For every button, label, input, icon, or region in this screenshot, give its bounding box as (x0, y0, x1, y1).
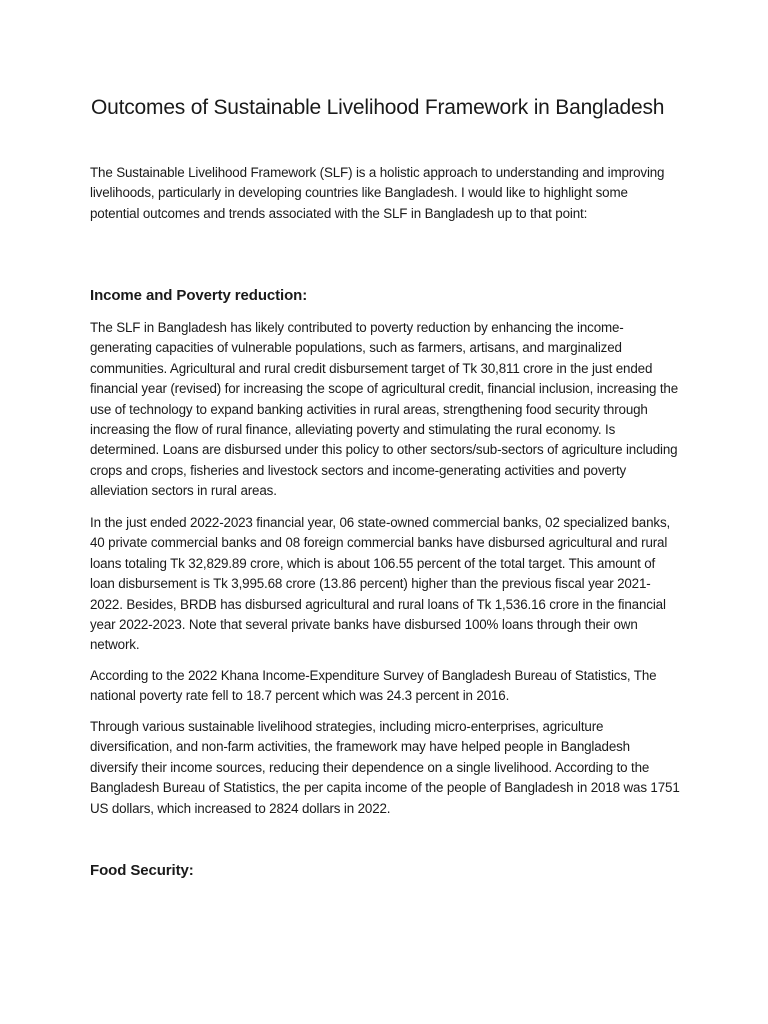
paragraph-loan-disbursement: In the just ended 2022-2023 financial year, 06 state-owned commercial banks, 02 specialized banks, 40 private commercial banks and 08 foreign commercial banks have disbursed agricultural and rural loans totaling Tk 32,829.89 crore, which is about 106.55 percent of the total target. This amount of loan disbursement is Tk 3,995.68 crore (13.86 percent) higher than the previous fiscal year 2021-2022. Besides, BRDB has disbursed agricultural and rural loans of Tk 1,536.16 crore in the financial year 2022-2023. Note that several private banks have disbursed 100% loans through their own network. (90, 515, 671, 653)
paragraph-slf-poverty-reduction: The SLF in Bangladesh has likely contributed to poverty reduction by enhancing the income-generating capacities of vulnerable populations, such as farmers, artisans, and marginalized communities. Agricultural and rural credit disbursement target of Tk 30,811 crore in the just ended financial year (revised) for increasing the scope of agricultural credit, financial inclusion, increasing the use of technology to expand banking activities in rural areas, strengthening food security through increasing the flow of rural finance, alleviating poverty and stimulating the rural economy. Is determined. Loans are disbursed under this policy to other sectors/sub-sectors of agriculture including crops and crops, fisheries and livestock sectors and income-generating activities and poverty alleviation sectors in rural areas. (90, 320, 679, 499)
paragraph-income-diversification: Through various sustainable livelihood strategies, including micro-enterprises, agriculture diversification, and non-farm activities, the framework may have helped people in Bangladesh diversify their income sources, reducing their dependence on a single livelihood. According to the Bangladesh Bureau of Statistics, the per capita income of the people of Bangladesh in 2018 was 1751 US dollars, which increased to 2824 dollars in 2022. (90, 719, 680, 816)
section-heading-income-poverty: Income and Poverty reduction: (90, 287, 308, 304)
document-title: Outcomes of Sustainable Livelihood Framework in Bangladesh (91, 96, 665, 119)
paragraph-poverty-rate: According to the 2022 Khana Income-Expenditure Survey of Bangladesh Bureau of Statistics, The national poverty rate fell to 18.7 percent which was 24.3 percent in 2016. (90, 668, 657, 704)
intro-paragraph: The Sustainable Livelihood Framework (SLF) is a holistic approach to understanding and improving livelihoods, particularly in developing countries like Bangladesh. I would like to highlight some potential outcomes and trends associated with the SLF in Bangladesh up to that point: (90, 165, 665, 221)
section-heading-food-security: Food Security: (90, 862, 194, 879)
